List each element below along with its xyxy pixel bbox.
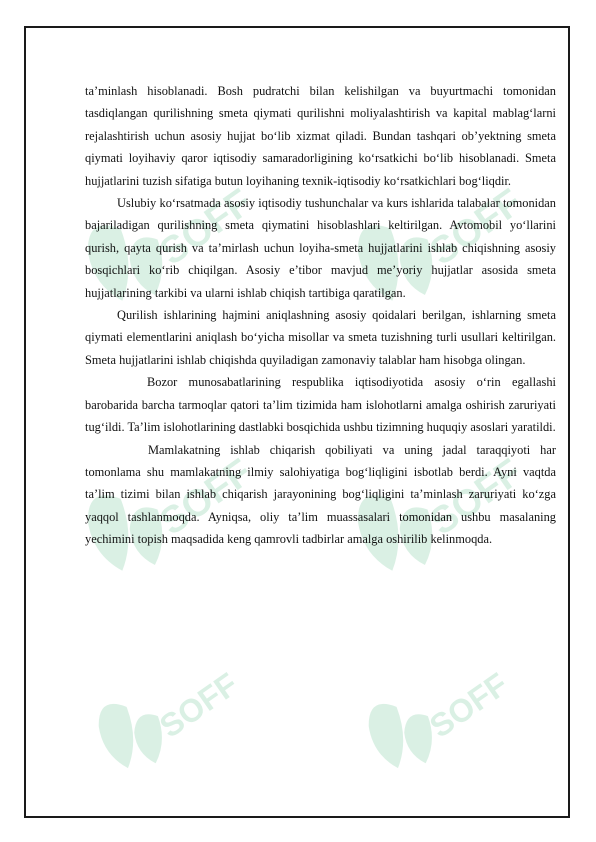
watermark-text: SOFF: [152, 181, 260, 274]
paragraph-3: Qurilish ishlarining hajmini aniqlashning asosiy qoidalari berilgan, ishlarning smeta qiymati elementlarini aniqlash bo‘yicha misollar va smeta tuzishning turli usullari keltirilgan. Smeta hujjatlarini ishlab chiqishda quyiladigan zamonaviy talablar ham hisobga olingan.: [85, 308, 556, 367]
svg-text:SOFF: SOFF: [153, 665, 245, 745]
paragraph-5: Mamlakatning ishlab chiqarish qobiliyati va uning jadal taraqqiyoti har tomonlama shu mamlakatning ilmiy salohiyatiga bog‘liqligini isbotlab berdi. Ayni vaqtda ta’lim tizimi bilan ishlab chiqarish jarayonining bog‘liqligini ta’minlash zaruriyati ko‘zga yaqqol tashlanmoqda. Ayniqsa, oliy ta’lim muassasalari tomonidan ushbu masalaning yechimini topish maqsadida keng qamrovli tadbirlar amalga oshirilib kelinmoqda.: [85, 442, 556, 547]
paragraph-4: Bozor munosabatlarining respublika iqtisodiyotida asosiy o‘rin egallashi barobarida barcha tarmoqlar qatori ta’lim tizimida ham islohotlarni amalga oshirish zaruriyati tug‘ildi. Ta’lim islohotlarining dastlabki bosqichida ushbu tizimning huquqiy asoslari yaratildi.: [85, 375, 556, 435]
svg-text:SOFF: SOFF: [422, 451, 530, 544]
svg-text:SOFF: SOFF: [422, 181, 530, 274]
document-body: [85, 80, 556, 551]
svg-text:SOFF: SOFF: [152, 451, 260, 544]
svg-text:SOFF: SOFF: [423, 665, 515, 745]
paragraph-2: Uslubiy ko‘rsatmada asosiy iqtisodiy tushunchalar va kurs ishlarida talabalar tomonidan bajariladigan qurilishning smeta qiymatini hisoblashlari keltirilgan. Avtomobil yo‘llarini qurish, qayta qurish va ta’mirlash uchun loyiha-smeta hujjatlarini ishlab chiqishning asosiy bosqichlari ko‘rib chiqilgan. Asosiy e’tibor mavjud me’yoriy hujjatlar asosida smeta hujjatlarining tarkibi va ularni ishlab chiqish tartibiga qaratilgan.: [85, 196, 556, 300]
paragraph-1: ta’minlash hisoblanadi. Bosh pudratchi bilan kelishilgan va buyurtmachi tomonidan tasdiqlangan qurilishning smeta qiymati qurilishni moliyalashtirish va kapital mablag‘larni rejalashtirish uchun asosiy hujjat bo‘lib xizmat qiladi. Bundan tashqari ob’yektning smeta qiymati loyihaviy qaror iqtisodiy samaradorligining ko‘rsatkichi bo‘lib hisoblanadi. Smeta hujjatlarini tuzish sifatiga butun loyihaning texnik-iqtisodiy ko‘rsatkichlari bog‘liqdir.: [85, 84, 556, 188]
